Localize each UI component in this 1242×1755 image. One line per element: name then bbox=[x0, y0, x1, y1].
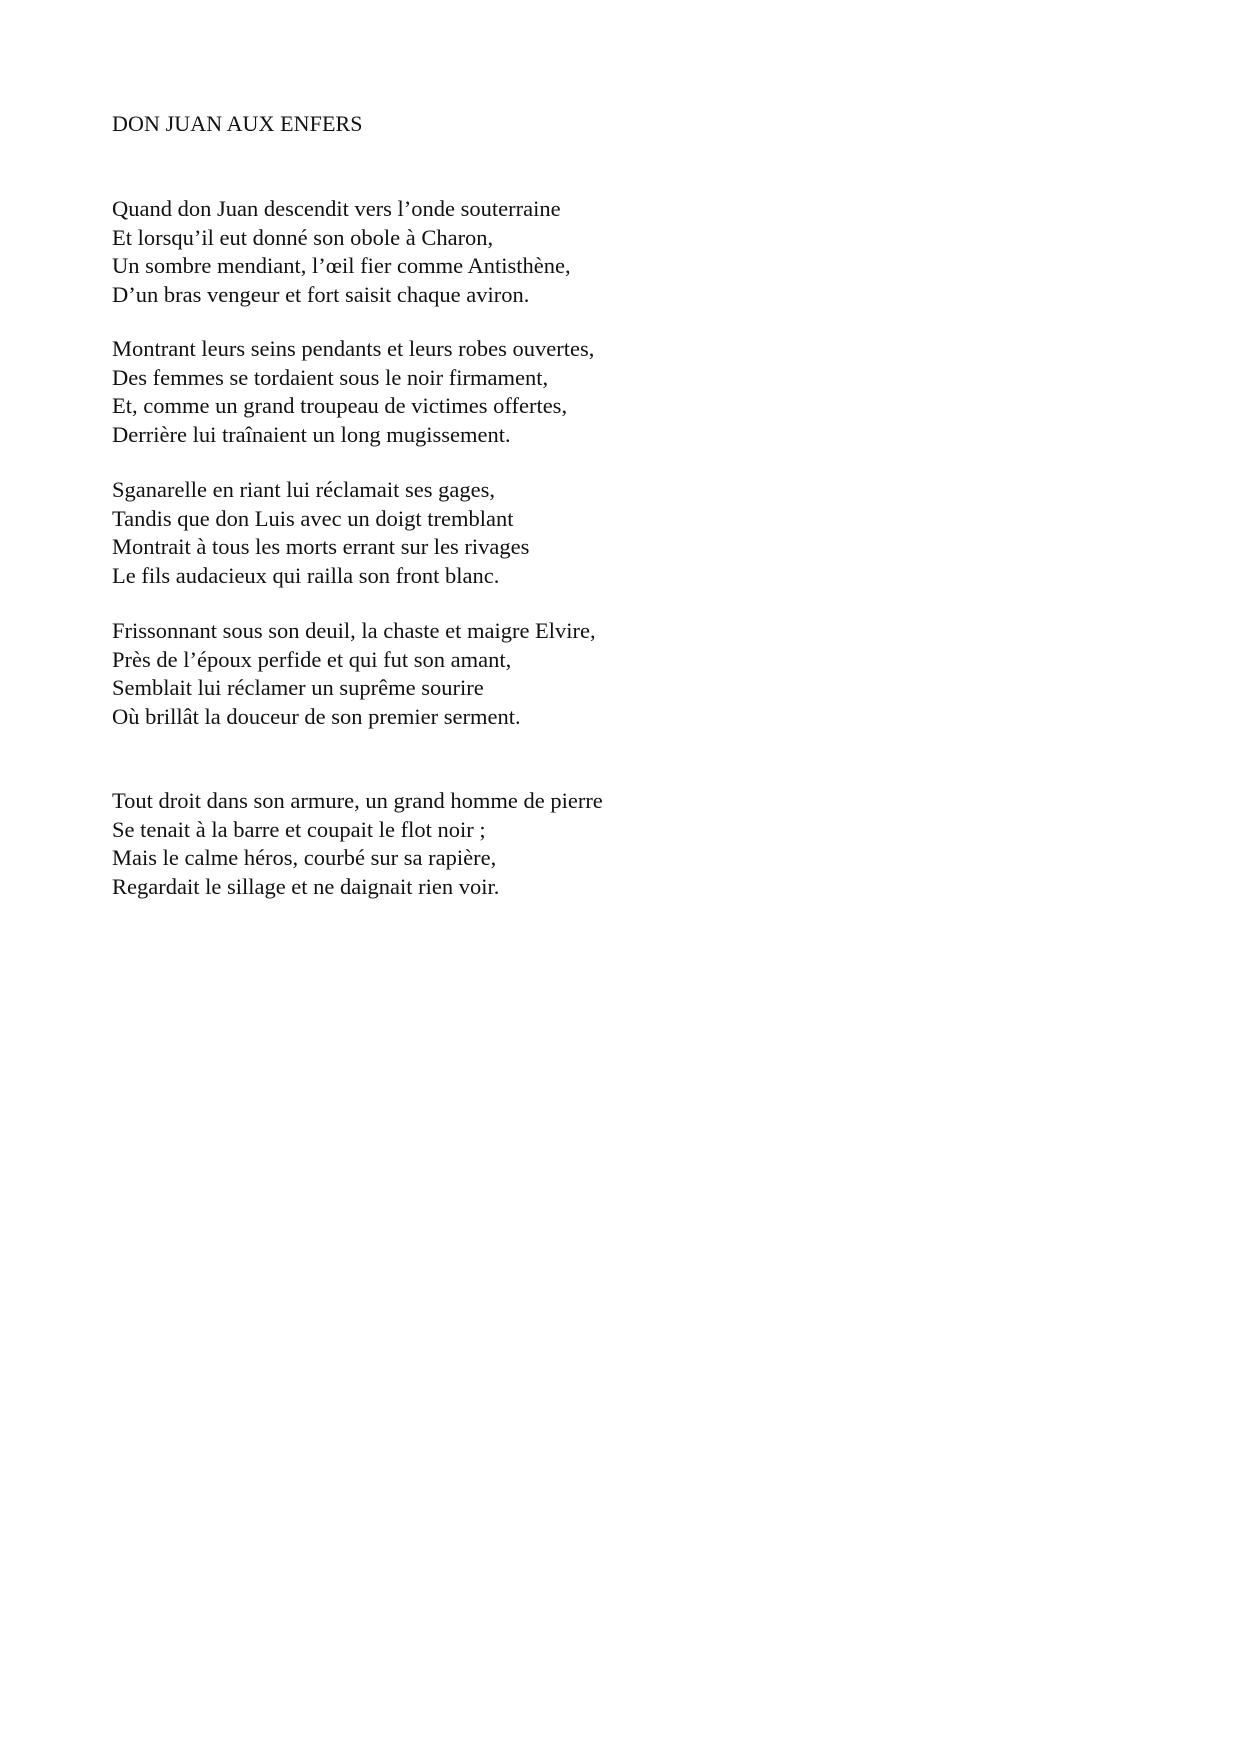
stanza-3 bbox=[112, 476, 529, 590]
verse-line: Des femmes se tordaient sous le noir firmament, bbox=[112, 364, 549, 390]
verse-line: Un sombre mendiant, l’œil fier comme Antisthène, bbox=[112, 253, 571, 279]
verse-line: Derrière lui traînaient un long mugissement. bbox=[112, 421, 511, 447]
verse-line: Le fils audacieux qui railla son front blanc. bbox=[112, 562, 500, 588]
stanza-5 bbox=[112, 787, 603, 901]
verse-line: Où brillât la douceur de son premier serment. bbox=[112, 703, 521, 729]
verse-line: Et, comme un grand troupeau de victimes offertes, bbox=[112, 393, 568, 419]
verse-line: Près de l’époux perfide et qui fut son amant, bbox=[112, 646, 512, 672]
stanza-2 bbox=[112, 335, 594, 449]
verse-line: Se tenait à la barre et coupait le flot noir ; bbox=[112, 816, 486, 842]
poem-title: DON JUAN AUX ENFERS bbox=[112, 111, 363, 136]
verse-line: Quand don Juan descendit vers l’onde souterraine bbox=[112, 196, 561, 221]
verse-line: Semblait lui réclamer un suprême sourire bbox=[112, 675, 484, 701]
verse-line: D’un bras vengeur et fort saisit chaque aviron. bbox=[112, 281, 530, 307]
verse-line: Montrait à tous les morts errant sur les rivages bbox=[112, 534, 530, 560]
verse-line: Regardait le sillage et ne daignait rien voir. bbox=[112, 873, 500, 899]
stanza-1 bbox=[112, 195, 571, 309]
stanza-4 bbox=[112, 617, 596, 731]
verse-line: Mais le calme héros, courbé sur sa rapière, bbox=[112, 845, 497, 871]
verse-line: Montrant leurs seins pendants et leurs robes ouvertes, bbox=[112, 336, 595, 361]
verse-line: Tandis que don Luis avec un doigt tremblant bbox=[112, 505, 514, 531]
verse-line: Et lorsqu’il eut donné son obole à Charon, bbox=[112, 224, 494, 250]
verse-line: Tout droit dans son armure, un grand homme de pierre bbox=[112, 788, 603, 813]
verse-line: Frissonnant sous son deuil, la chaste et maigre Elvire, bbox=[112, 618, 596, 643]
verse-line: Sganarelle en riant lui réclamait ses gages, bbox=[112, 477, 495, 502]
